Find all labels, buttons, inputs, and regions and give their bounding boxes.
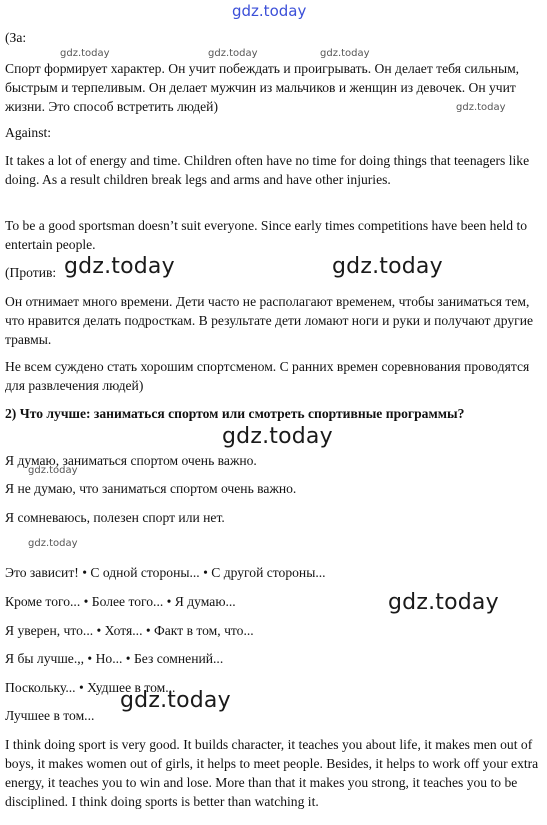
watermark-small: gdz.today <box>28 465 78 476</box>
against-ru-label: (Против: <box>5 265 57 280</box>
watermark-top: gdz.today <box>232 2 307 20</box>
phrase-item: Кроме того... • Более того... • Я думаю... <box>5 594 236 609</box>
watermark-big: gdz.today <box>332 254 443 279</box>
for-paragraph: Спорт формирует характер. Он учит побеждать и проигрывать. Он делает тебя сильным, быстрым и терпеливым. Он делает мужчин из мальчиков и женщин из девочек. Он учит жизни. Это способ встретить людей) <box>5 61 520 114</box>
watermark-big: gdz.today <box>222 424 333 449</box>
phrase-item: Я уверен, что... • Хотя... • Факт в том, что... <box>5 623 254 638</box>
phrase-item: Я бы лучше.,, • Но... • Без сомнений... <box>5 651 224 666</box>
phrase-item: Лучшее в том... <box>5 708 95 723</box>
watermark-small: gdz.today <box>320 48 370 59</box>
watermark-small: gdz.today <box>28 538 78 549</box>
against-label: Against: <box>5 125 52 140</box>
phrase-item: Я не думаю, что заниматься спортом очень важно. <box>5 481 297 496</box>
phrase-item: Поскольку... • Худшее в том... <box>5 680 176 695</box>
against-paragraph-2: To be a good sportsman doesn’t suit everyone. Since early times competitions have been held to entertain people. <box>5 218 528 252</box>
essay-paragraph: I think doing sport is very good. It builds character, it teaches you about life, it makes men out of boys, it makes women out of girls, it helps to meet people. Besides, it helps to work off your extra energy, it teaches you to win and lose. More than that it makes you strong, it teaches you to be disciplined. I think doing sports is better than watching it. <box>5 737 539 809</box>
question-heading: 2) Что лучше: заниматься спортом или смотреть спортивные программы? <box>5 406 465 421</box>
watermark-big: gdz.today <box>388 590 499 615</box>
against-ru-paragraph-2: Не всем суждено стать хорошим спортсменом. С ранних времен соревнования проводятся для развлечения людей) <box>5 359 530 393</box>
phrase-item: Это зависит! • С одной стороны... • С другой стороны... <box>5 565 326 580</box>
watermark-big: gdz.today <box>64 254 175 279</box>
phrase-item: Я сомневаюсь, полезен спорт или нет. <box>5 510 225 525</box>
watermark-small: gdz.today <box>60 48 110 59</box>
against-ru-paragraph-1: Он отнимает много времени. Дети часто не располагают временем, чтобы заниматься тем, что нравится делать подросткам. В результате дети ломают ноги и руки и получают другие травмы. <box>5 294 534 347</box>
against-paragraph-1: It takes a lot of energy and time. Children often have no time for doing things that teenagers like doing. As a result children break legs and arms and have other injuries. <box>5 153 530 187</box>
for-label: (За: <box>5 30 27 45</box>
watermark-big: gdz.today <box>120 688 231 713</box>
watermark-small: gdz.today <box>208 48 258 59</box>
phrase-item: Я думаю, заниматься спортом очень важно. <box>5 453 257 468</box>
watermark-small: gdz.today <box>456 102 506 113</box>
